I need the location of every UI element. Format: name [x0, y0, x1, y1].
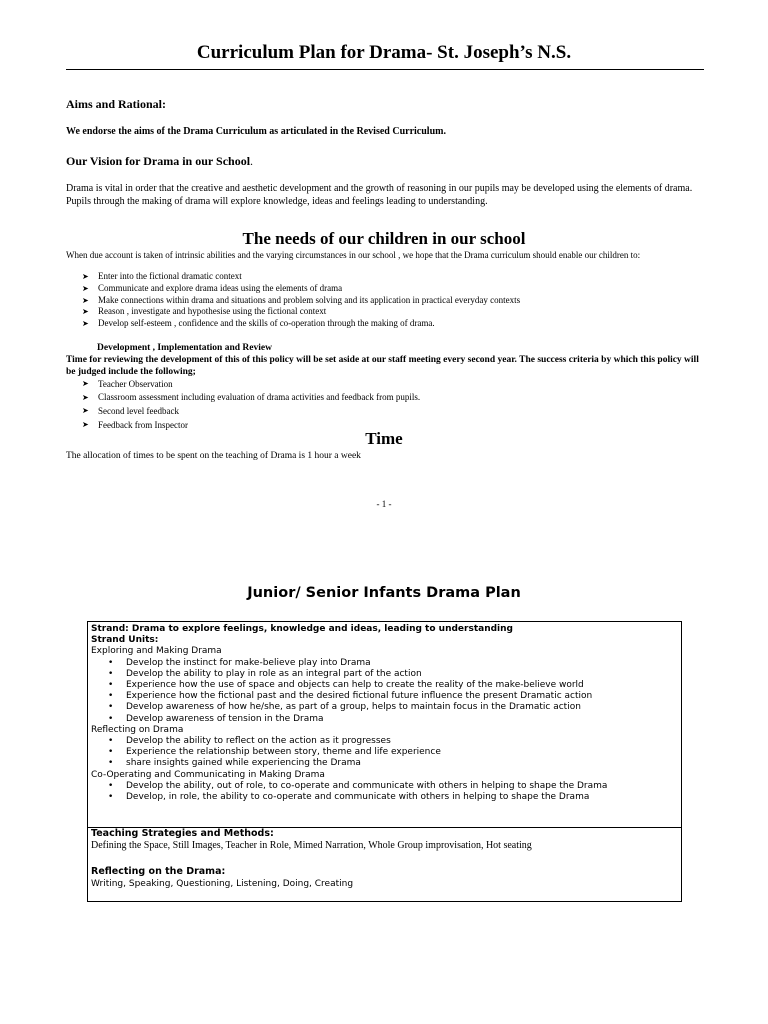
list-item: • Develop awareness of how he/she, as part of a group, helps to maintain focus in the Dramatic action [91, 702, 678, 713]
list-item: • Develop awareness of tension in the Drama [91, 714, 678, 725]
list-item [82, 404, 420, 418]
list-item-text: Develop self-esteem , confidence and the skills of co-operation through the making of drama. [98, 318, 435, 329]
reflecting-heading: Reflecting on the Drama: [91, 866, 226, 877]
development-heading: Development , Implementation and Review [97, 343, 272, 353]
review-text: Time for reviewing the development of this of this policy will be set aside at our staff meeting every second year. The success criteria by which this policy will be judged include the following; [66, 355, 699, 377]
list-item [82, 391, 420, 404]
reflecting-text: Writing, Speaking, Questioning, Listening, Doing, Creating [91, 879, 354, 889]
arrow-bullet-icon: ➤ [82, 405, 89, 415]
page-number: - 1 - [376, 499, 392, 509]
arrow-bullet-icon: ➤ [82, 392, 89, 402]
list-item-text: Communicate and explore drama ideas using the elements of drama [98, 282, 343, 293]
strand-heading: Strand: Drama to explore feelings, knowledge and ideas, leading to understanding [91, 624, 513, 634]
list-item-text: Enter into the fictional dramatic context [98, 271, 242, 281]
vision-dot: . [250, 154, 254, 168]
list-item: • Experience how the fictional past and the desired fictional future influence the present Dramatic action [91, 691, 678, 702]
arrow-bullet-icon: ➤ [82, 272, 89, 281]
strategies-heading: Teaching Strategies and Methods: [91, 828, 274, 839]
time-heading: Time [365, 429, 403, 448]
needs-heading: The needs of our children in our school [242, 229, 526, 248]
unit-name: Co-Operating and Communicating in Making Drama [91, 769, 325, 780]
list-item [82, 378, 420, 391]
unit-list [91, 781, 678, 803]
list-item-text: Make connections within drama and situations and problem solving and its application in practical everyday contexts [98, 294, 521, 305]
plan-title: Junior/ Senior Infants Drama Plan [247, 585, 521, 601]
title-divider [66, 69, 704, 70]
list-item [82, 295, 520, 307]
strand-cell [88, 622, 681, 828]
needs-intro: When due account is taken of intrinsic abilities and the varying circumstances in our school , we hope that the Drama curriculum should enable our children to: [66, 250, 641, 260]
unit-name: Exploring and Making Drama [91, 646, 222, 657]
arrow-bullet-icon: ➤ [82, 419, 89, 429]
arrow-bullet-icon: ➤ [82, 307, 89, 317]
arrow-bullet-icon: ➤ [82, 295, 89, 305]
strategies-text: Defining the Space, Still Images, Teacher in Role, Mimed Narration, Whole Group improvisation, Hot seating [91, 840, 532, 851]
endorse-text: We endorse the aims of the Drama Curriculum as articulated in the Revised Curriculum. [66, 126, 446, 137]
vision-paragraph: Drama is vital in order that the creative and aesthetic development and the growth of reasoning in our pupils may be developed using the elements of drama. Pupils through the making of drama will explore knowledge, ideas and feelings leading to understanding. [66, 183, 693, 207]
aims-heading: Aims and Rational: [66, 97, 167, 111]
list-item: • Experience how the use of space and objects can help to create the reality of the make-believe world [91, 680, 678, 691]
list-item [82, 283, 520, 295]
list-item [82, 318, 520, 330]
arrow-bullet-icon: ➤ [82, 283, 89, 293]
unit-list [91, 736, 678, 770]
review-list [82, 378, 420, 432]
arrow-bullet-icon: ➤ [82, 379, 89, 388]
vision-heading-wrap [66, 154, 253, 169]
list-item [82, 271, 520, 283]
list-item-text: Reason , investigate and hypothesise using the fictional context [98, 306, 327, 317]
list-item-text: Second level feedback [98, 405, 179, 416]
time-text: The allocation of times to be spent on the teaching of Drama is 1 hour a week [66, 451, 361, 461]
strand-units-label: Strand Units: [91, 635, 159, 646]
list-item: • Develop the ability, out of role, to co-operate and communicate with others in helping to shape the Drama [91, 781, 678, 792]
needs-list [82, 271, 520, 330]
list-item [82, 306, 520, 318]
plan-table [87, 621, 682, 902]
list-item: • share insights gained while experiencing the Drama [91, 758, 678, 769]
vision-heading: Our Vision for Drama in our School [66, 154, 251, 168]
list-item: • Develop the ability to play in role as an integral part of the action [91, 669, 678, 680]
document-title: Curriculum Plan for Drama- St. Joseph’s N.S. [196, 42, 572, 63]
list-item: • Experience the relationship between story, theme and life experience [91, 747, 678, 758]
list-item: • Develop, in role, the ability to co-operate and communicate with others in helping to shape the Drama [91, 792, 678, 803]
list-item-text: Teacher Observation [98, 379, 173, 389]
list-item: • Develop the ability to reflect on the action as it progresses [91, 736, 678, 747]
unit-list [91, 658, 678, 725]
list-item-text: Feedback from Inspector [98, 419, 188, 430]
list-item-text: Classroom assessment including evaluation of drama activities and feedback from pupils. [98, 391, 421, 402]
list-item: • Develop the instinct for make-believe play into Drama [91, 658, 678, 669]
unit-name: Reflecting on Drama [91, 724, 184, 735]
arrow-bullet-icon: ➤ [82, 319, 89, 329]
